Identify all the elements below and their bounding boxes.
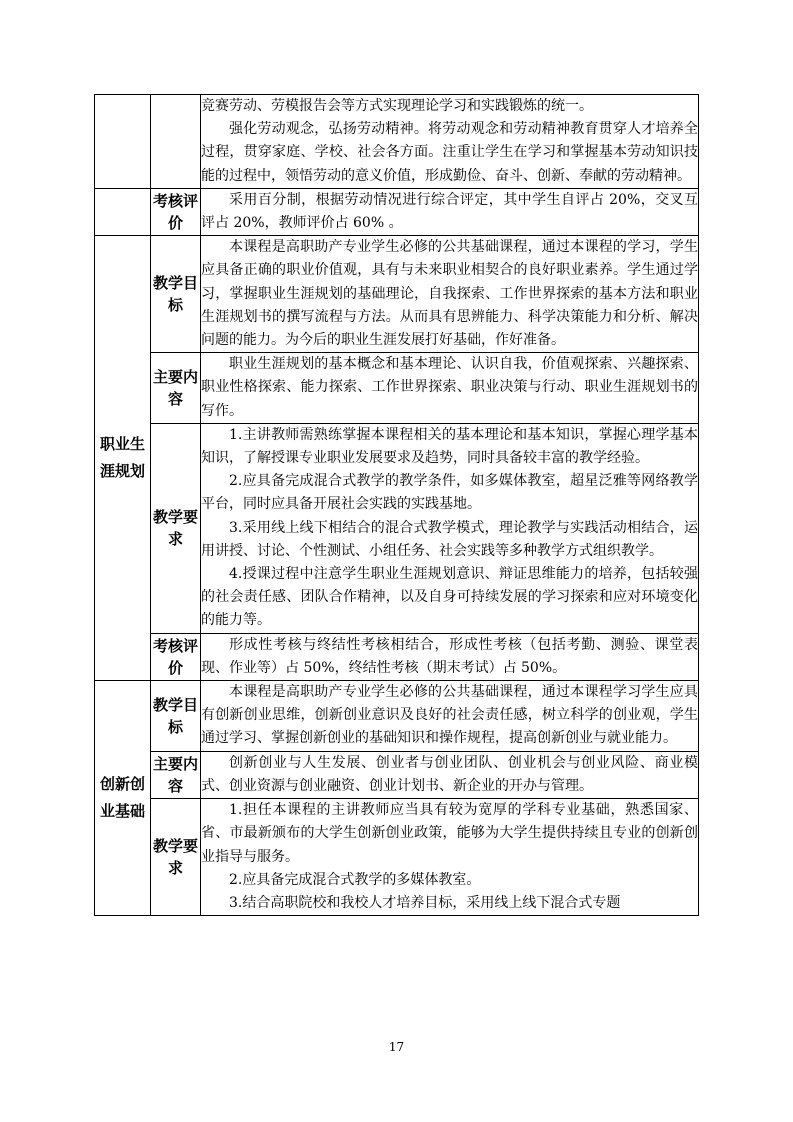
career-requirement-item: 4.授课过程中注意学生职业生涯规划意识、辩证思维能力的培养，包括较强的社会责任感、团队合作精神，以及自身可持续发展的学习探索和应对环境变化的能力等。	[201, 566, 698, 629]
labor-assessment-row	[95, 188, 699, 235]
labor-assessment-label: 考核评价	[151, 188, 201, 235]
career-requirement-item: 3.采用线上线下相结合的混合式教学模式，理论教学与实践活动相结合，运用讲授、讨论、个性测试、小组任务、社会实践等多种教学方式组织教学。	[201, 519, 698, 559]
career-course-name: 职业生涯规划	[95, 236, 151, 681]
career-requirements-cell	[201, 423, 699, 633]
innovation-goals-row	[95, 681, 699, 752]
innovation-requirements-cell	[201, 799, 699, 916]
career-requirements-label: 教学要求	[151, 423, 201, 633]
innovation-content-cell	[201, 751, 699, 798]
career-assessment-text: 形成性考核与终结性考核相结合，形成性考核（包括考勤、测验、课堂表现、作业等）占 50%，终结性考核（期末考试）占 50%。	[201, 636, 698, 676]
career-goals-label: 教学目标	[151, 236, 201, 353]
innovation-requirement-item: 1.担任本课程的主讲教师应当具有较为宽厚的学科专业基础，熟悉国家、省、市最新颁布的大学生创新创业政策，能够为大学生提供持续且专业的创新创业指导与服务。	[201, 802, 698, 865]
innovation-goals-label: 教学目标	[151, 681, 201, 752]
labor-name-cell	[95, 95, 151, 189]
career-content-cell	[201, 353, 699, 424]
career-goals-row	[95, 236, 699, 353]
innovation-course-name: 创新创业基础	[95, 681, 151, 916]
innovation-goals-text: 本课程是高职助产专业学生必修的公共基础课程，通过本课程学习学生应具有创新创业思维，创新创业意识及良好的社会责任感，树立科学的创业观，学生通过学习、掌握创新创业的基础知识和操作规程，提高创新创业与就业能力。	[201, 684, 698, 747]
innovation-content-text: 创新创业与人生发展、创业者与创业团队、创业机会与创业风险、商业模式、创业资源与创业融资、创业计划书、新企业的开办与管理。	[201, 754, 698, 794]
labor-name-cell-2	[95, 188, 151, 235]
career-assessment-cell	[201, 633, 699, 680]
labor-content-row	[95, 95, 699, 189]
career-content-label: 主要内容	[151, 353, 201, 424]
career-assessment-row	[95, 633, 699, 680]
career-requirement-item: 2.应具备完成混合式教学的教学条件，如多媒体教室，超星泛雅等网络教学平台，同时应具备开展社会实践的实践基地。	[201, 473, 698, 513]
career-requirements-row	[95, 423, 699, 633]
career-assessment-label: 考核评价	[151, 633, 201, 680]
career-goals-cell	[201, 236, 699, 353]
innovation-requirement-item: 3.结合高职院校和我校人才培养目标，采用线上线下混合式专题	[229, 894, 621, 911]
career-content-row	[95, 353, 699, 424]
page-number: 17	[388, 1040, 405, 1054]
labor-assessment-text: 采用百分制，根据劳动情况进行综合评定，其中学生自评占 20%，交叉互评占 20%，教师评价占 60% 。	[201, 191, 698, 232]
curriculum-table	[94, 94, 699, 916]
innovation-requirement-item: 2.应具备完成混合式教学的多媒体教室。	[229, 871, 481, 888]
career-content-text: 职业生涯规划的基本概念和基本理论、认识自我，价值观探索、兴趣探索、职业性格探索、能力探索、工作世界探索、职业决策与行动、职业生涯规划书的写作。	[201, 356, 698, 419]
career-goals-text: 本课程是高职助产专业学生必修的公共基础课程，通过本课程的学习，学生应具备正确的职业价值观，具有与未来职业相契合的良好职业素养。学生通过学习，掌握职业生涯规划的基础理论，自我探索、工作世界探索的基本方法和职业生涯规划书的撰写流程与方法。从而具有思辨能力、科学决策能力和分析、解决问题的能力。为今后的职业生涯发展打好基础，作好准备。	[201, 239, 698, 349]
labor-content-label-cell	[151, 95, 201, 189]
innovation-content-row	[95, 751, 699, 798]
labor-content-cell	[201, 95, 699, 189]
labor-content-extra: 强化劳动观念，弘扬劳动精神。将劳动观念和劳动精神教育贯穿人才培养全过程，贯穿家庭、学校、社会各方面。注重让学生在学习和掌握基本劳动知识技能的过程中，领悟劳动的意义价值，形成勤俭、奋斗、创新、奉献的劳动精神。	[201, 121, 698, 184]
innovation-requirements-label: 教学要求	[151, 799, 201, 916]
innovation-content-label: 主要内容	[151, 751, 201, 798]
innovation-requirements-row	[95, 799, 699, 916]
labor-content-tail: 竞赛劳动、劳模报告会等方式实现理论学习和实践锻炼的统一。	[201, 98, 593, 114]
career-requirement-item: 1.主讲教师需熟练掌握本课程相关的基本理论和基本知识，掌握心理学基本知识，了解授课专业职业发展要求及趋势，同时具备较丰富的教学经验。	[201, 426, 698, 467]
labor-assessment-cell	[201, 188, 699, 235]
innovation-goals-cell	[201, 681, 699, 752]
